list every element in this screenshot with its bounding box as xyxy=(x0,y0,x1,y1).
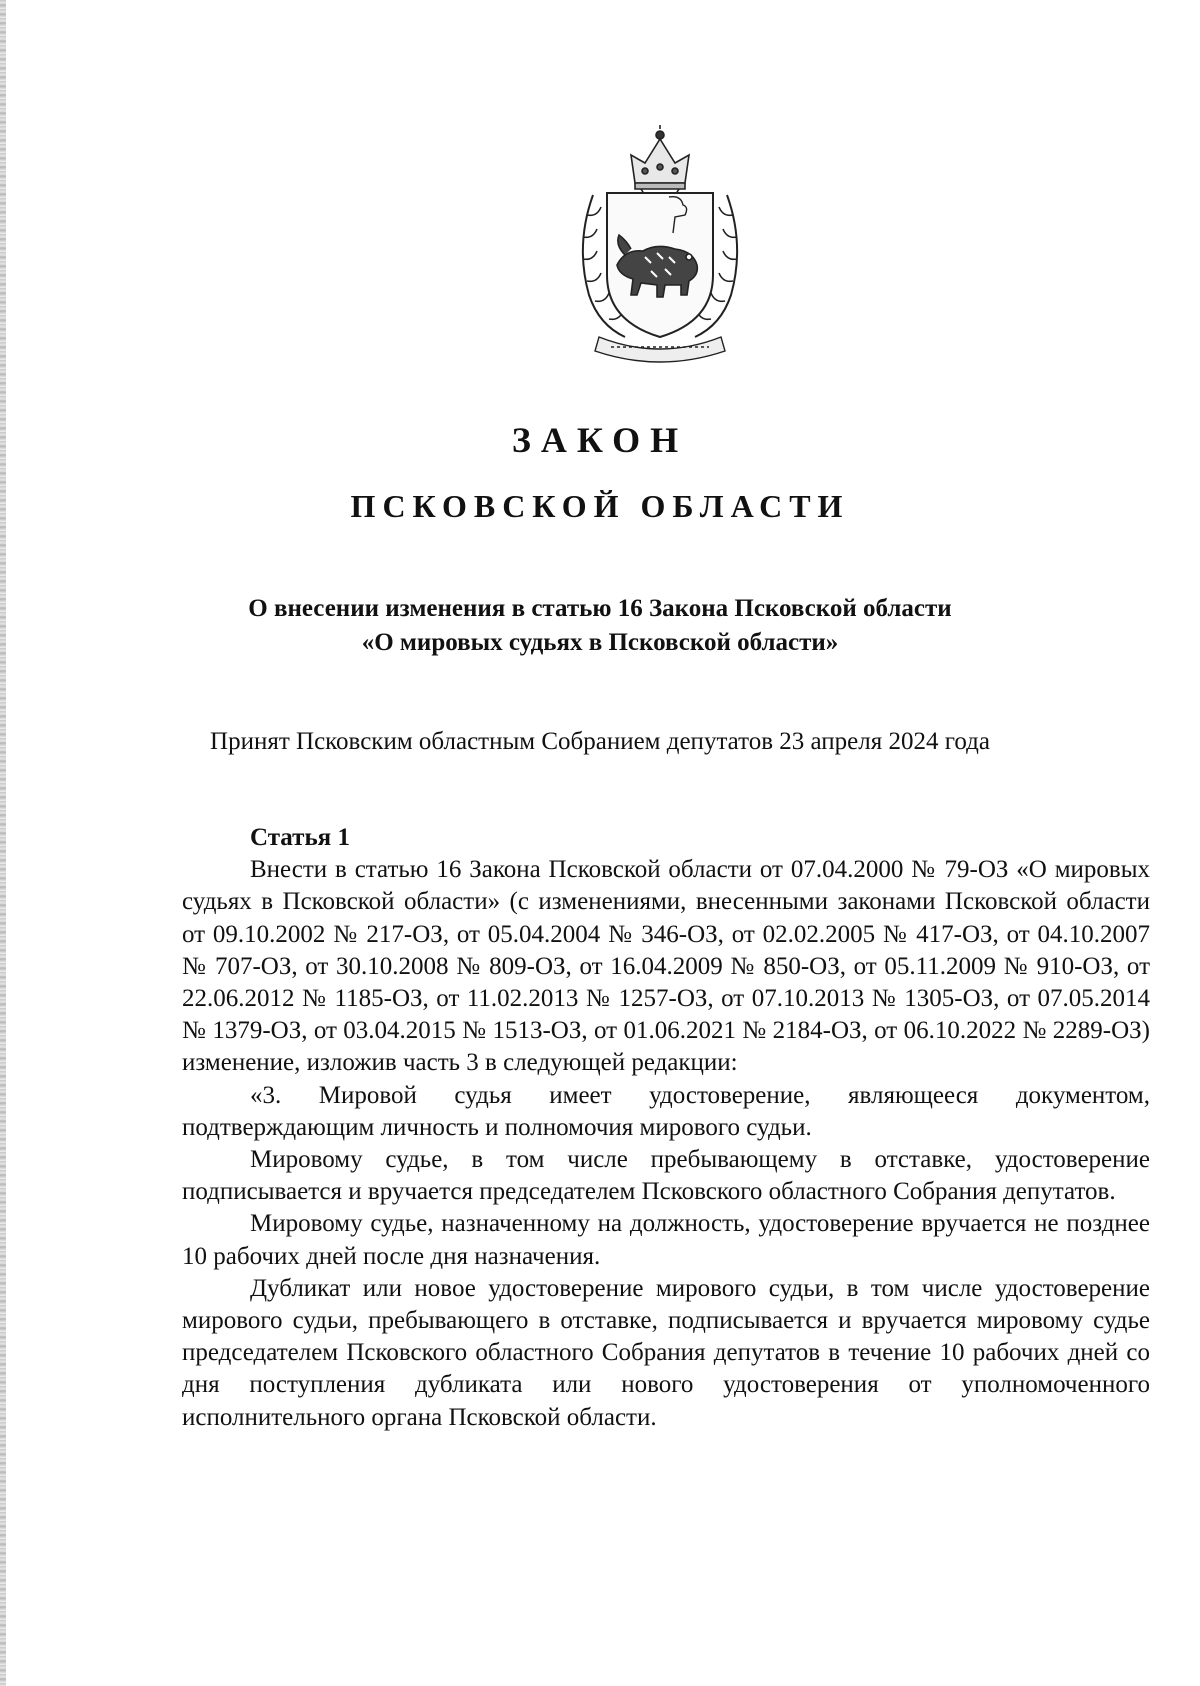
article-1 xyxy=(182,822,1150,1434)
article-paragraph: «3. Мировой судья имеет удостоверение, являющееся документом, подтверждающим личность и полномочия мирового судьи. xyxy=(182,1081,1150,1141)
article-heading: Статья 1 xyxy=(250,824,350,851)
adoption-statement: Принят Псковским областным Собранием депутатов 23 апреля 2024 года xyxy=(210,728,990,755)
law-name-line-2: «О мировых судьях в Псковской области» xyxy=(361,629,839,656)
document-title: ЗАКОН xyxy=(511,420,689,460)
document-subtitle: ПСКОВСКОЙ ОБЛАСТИ xyxy=(350,488,850,524)
article-paragraph: Мировому судье, в том числе пребывающему в отставке, удостоверение подписывается и вручается председателем Псковского областного Собрания депутатов. xyxy=(182,1146,1150,1206)
scan-edge xyxy=(0,0,6,1686)
law-name xyxy=(0,592,1200,660)
law-name-line-1: О внесении изменения в статью 16 Закона Псковской области xyxy=(248,595,952,622)
coat-of-arms-icon xyxy=(565,125,755,365)
article-paragraph: Внести в статью 16 Закона Псковской области от 07.04.2000 № 79-ОЗ «О мировых судьях в Псковской области» (с изменениями, внесенными законами Псковской области от 09.10.2002 № 217-ОЗ, от 05.04.2004 № 346-ОЗ, от 02.02.2005 № 417-ОЗ, от 04.10.2007 № 707-ОЗ, от 30.10.2008 № 809-ОЗ, от 16.04.2009 № 850-ОЗ, от 05.11.2009 № 910-ОЗ, от 22.06.2012 № 1185-ОЗ, от 11.02.2013 № 1257-ОЗ, от 07.10.2013 № 1305-ОЗ, от 07.05.2014 № 1379-ОЗ, от 03.04.2015 № 1513-ОЗ, от 01.06.2021 № 2184-ОЗ, от 06.10.2022 № 2289-ОЗ) изменение, изложив часть 3 в следующей редакции: xyxy=(182,856,1150,1077)
article-paragraph: Дубликат или новое удостоверение мирового судьи, в том числе удостоверение мирового судьи, пребывающего в отставке, подписывается и вручается мировому судье председателем Псковского областного Собрания депутатов в течение 10 рабочих дней со дня поступления дубликата или нового удостоверения от уполномоченного исполнительного органа Псковской области. xyxy=(182,1274,1150,1431)
article-paragraph: Мировому судье, назначенному на должность, удостоверение вручается не позднее 10 рабочих дней после дня назначения. xyxy=(182,1210,1150,1270)
